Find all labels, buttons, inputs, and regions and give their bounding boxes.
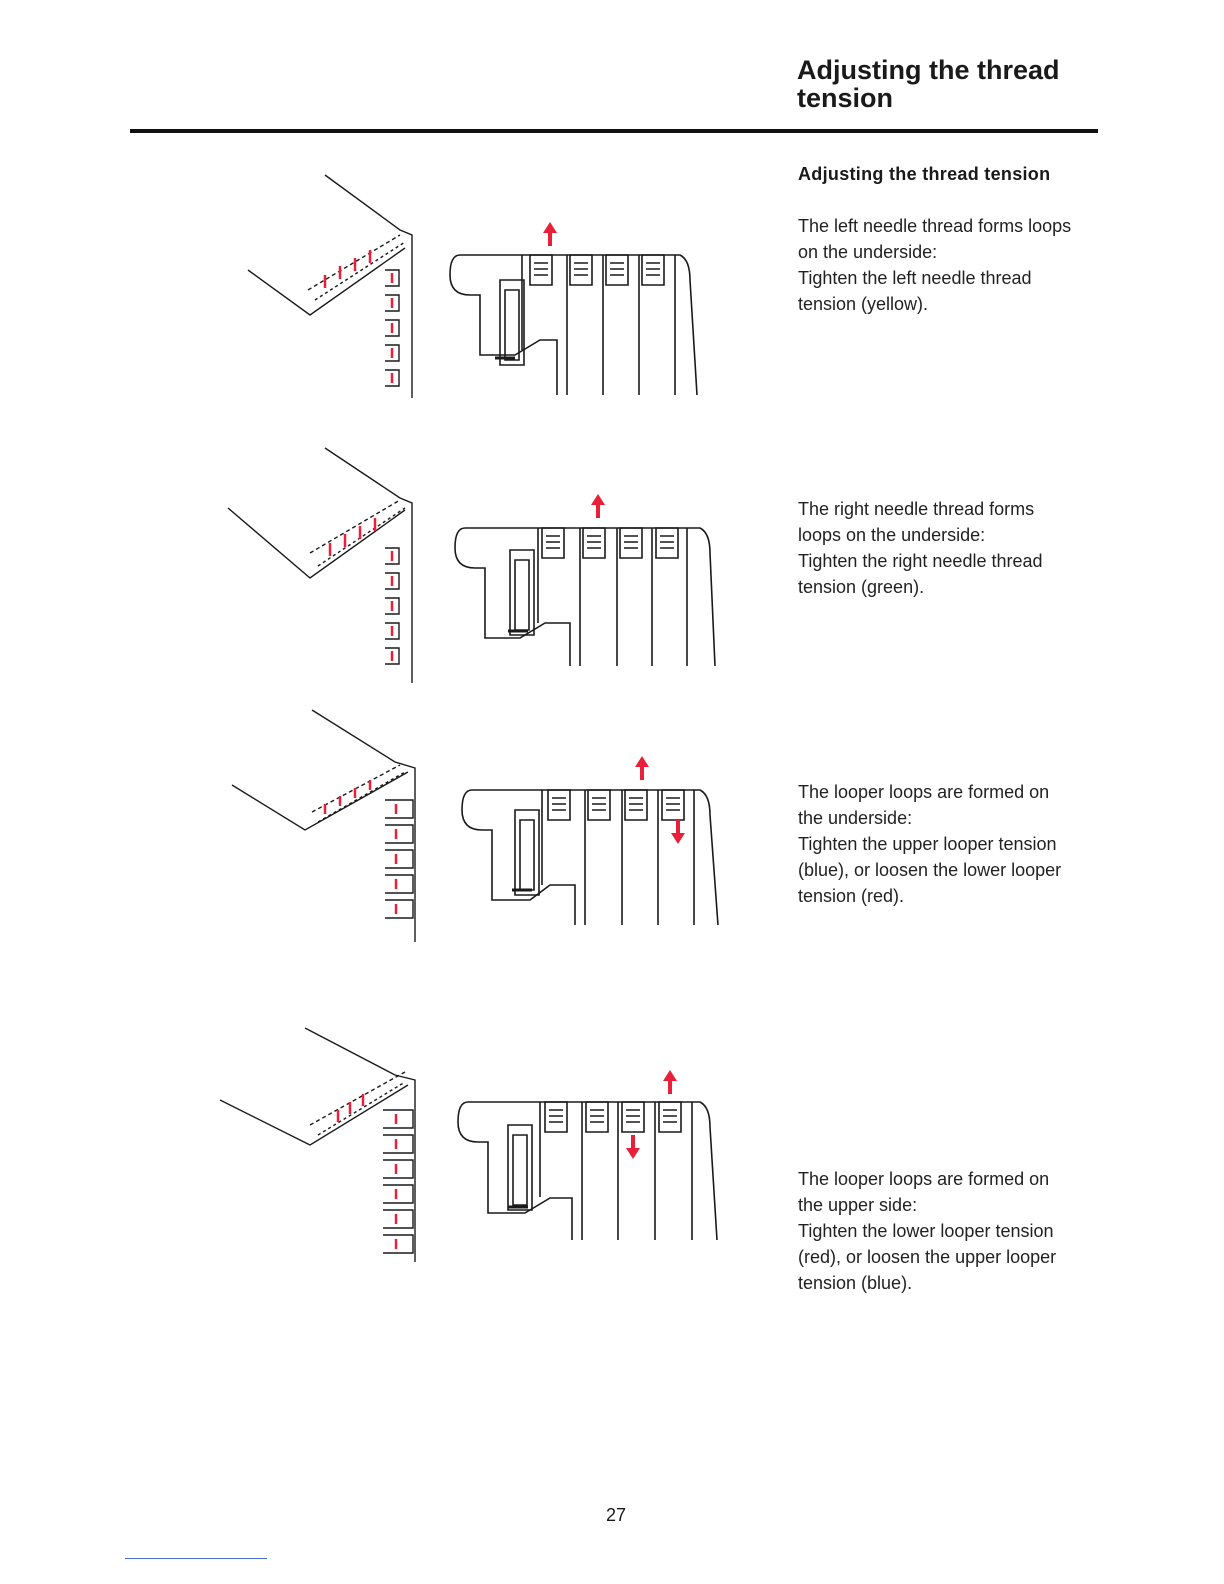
page-number: 27 (605, 1505, 627, 1525)
header-rule (130, 129, 1098, 133)
figure-right-needle-tension (200, 438, 760, 708)
footer-link-underline (125, 1558, 267, 1559)
section-heading: Adjusting the thread tension (798, 164, 1051, 184)
instruction-looper-upper-side: The looper loops are formed on the upper side: Tighten the lower looper tension (red), or loosen the upper looper tension (blue). (798, 1169, 1057, 1293)
instruction-looper-underside: The looper loops are formed on the underside: Tighten the upper looper tension (blue), or loosen the lower looper tension (red). (798, 782, 1062, 906)
figure-looper-underside (200, 700, 760, 970)
page-title: Adjusting the thread tension (797, 55, 1060, 113)
instruction-left-needle: The left needle thread forms loops on the underside: Tighten the left needle thread tension (yellow). (798, 216, 1072, 314)
instruction-right-needle: The right needle thread forms loops on the underside: Tighten the right needle thread tension (green). (798, 499, 1043, 597)
figure-looper-upper-side (200, 1010, 760, 1280)
figure-left-needle-tension (200, 160, 760, 430)
